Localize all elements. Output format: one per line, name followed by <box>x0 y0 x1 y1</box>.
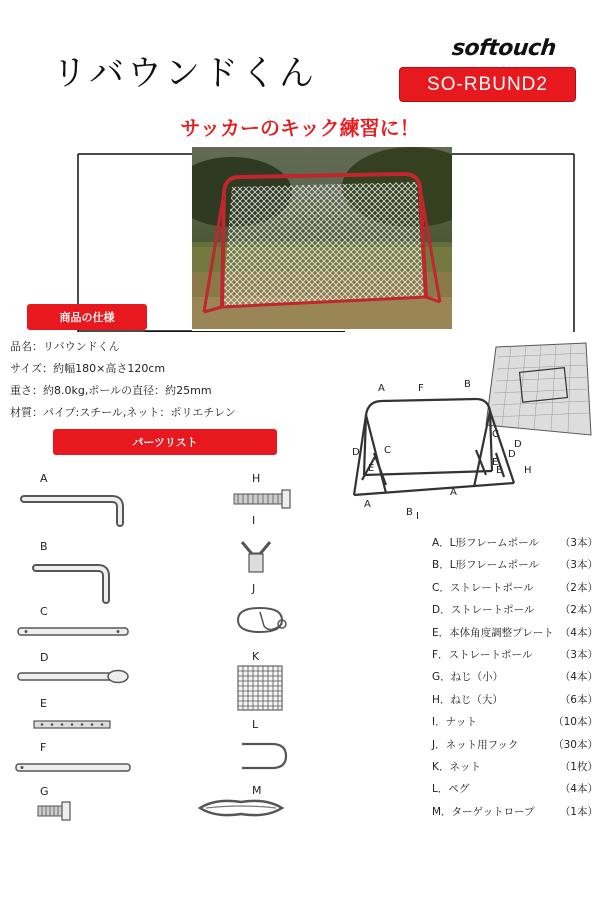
diagram-label-a3: A <box>450 487 457 498</box>
list-item: A．L形フレームポール （3本） <box>432 537 598 549</box>
list-item: C．ストレートポール （2本） <box>432 581 598 594</box>
list-item: I．ナット （10本） <box>432 716 598 729</box>
diagram-label-b: B <box>464 379 471 390</box>
part-f-illustration <box>12 760 137 776</box>
list-item: D．ストレートポール （2本） <box>432 604 598 617</box>
part-c-illustration <box>14 622 134 642</box>
diagram-label-d3: D <box>508 449 516 460</box>
part-label-f: F <box>40 741 47 754</box>
brand-logo: softouch <box>450 36 558 61</box>
part-e-illustration <box>30 718 120 732</box>
part-label-g: G <box>40 785 49 798</box>
part-m-illustration <box>196 796 286 820</box>
part-label-e: E <box>40 697 47 710</box>
part-j-illustration <box>230 604 300 638</box>
diagram-label-c2: C <box>492 429 499 440</box>
list-item: K．ネット （1枚） <box>432 760 598 773</box>
diagram-label-e2: E <box>492 457 499 468</box>
diagram-label-a2: A <box>364 499 371 510</box>
parts-heading: パーツリスト <box>53 429 277 455</box>
page-title: リバウンドくん <box>52 54 317 94</box>
model-number-badge: SO-RBUND2 <box>399 67 576 102</box>
part-label-m: M <box>252 784 262 797</box>
spec-material: 材質：パイプ:スチール,ネット：ポリエチレン <box>10 406 236 419</box>
part-g-illustration <box>36 800 76 822</box>
part-label-k: K <box>252 650 260 663</box>
spec-weight: 重さ：約8.0kg,ポールの直径：約25mm <box>10 384 212 397</box>
diagram-label-i: I <box>416 511 419 522</box>
part-h-illustration <box>232 488 294 510</box>
tagline: サッカーのキック練習に！ <box>180 116 420 140</box>
part-d-illustration <box>14 666 134 688</box>
list-item: J．ネット用フック （30本） <box>432 738 598 751</box>
part-k-illustration <box>236 664 286 714</box>
diagram-label-d: D <box>352 447 360 458</box>
list-item: F．ストレートポール （3本） <box>432 648 598 661</box>
list-item: H．ねじ（大） （6本） <box>432 693 598 706</box>
spec-heading: 商品の仕様 <box>27 304 147 330</box>
parts-list <box>432 535 598 826</box>
part-label-j: J <box>252 582 256 595</box>
part-a-illustration <box>20 487 130 527</box>
diagram-label-d2: D <box>514 439 522 450</box>
spec-size: サイズ：約幅180×高さ120cm <box>10 362 166 375</box>
diagram-label-f: F <box>418 383 424 394</box>
part-label-d: D <box>40 651 49 664</box>
diagram-label-c: C <box>384 445 391 456</box>
diagram-label-h: H <box>524 465 532 476</box>
diagram-label-b2: B <box>406 507 413 518</box>
list-item: B．L形フレームポール （3本） <box>432 559 598 572</box>
list-item: L．ペグ （4本） <box>432 783 598 796</box>
part-label-c: C <box>40 605 48 618</box>
list-item: E．本体角度調整プレート （4本） <box>432 626 598 639</box>
product-photo <box>192 147 452 329</box>
diagram-label-e: E <box>368 463 375 474</box>
part-label-a: A <box>40 472 48 485</box>
part-b-illustration <box>30 556 120 606</box>
part-label-b: B <box>40 540 48 553</box>
part-label-l: L <box>252 718 259 731</box>
list-item: G．ねじ（小） （4本） <box>432 671 598 684</box>
assembly-diagram <box>346 335 600 525</box>
diagram-label-e3: E <box>496 465 503 476</box>
part-label-i: I <box>252 514 256 527</box>
spec-divider <box>145 331 345 332</box>
diagram-label-a: A <box>378 383 385 394</box>
list-item: M．ターゲットロープ （1本） <box>432 805 598 818</box>
part-l-illustration <box>238 740 292 774</box>
spec-product-name: 品名：リバウンドくん <box>10 340 120 353</box>
part-label-h: H <box>252 472 261 485</box>
part-i-illustration <box>236 538 276 578</box>
